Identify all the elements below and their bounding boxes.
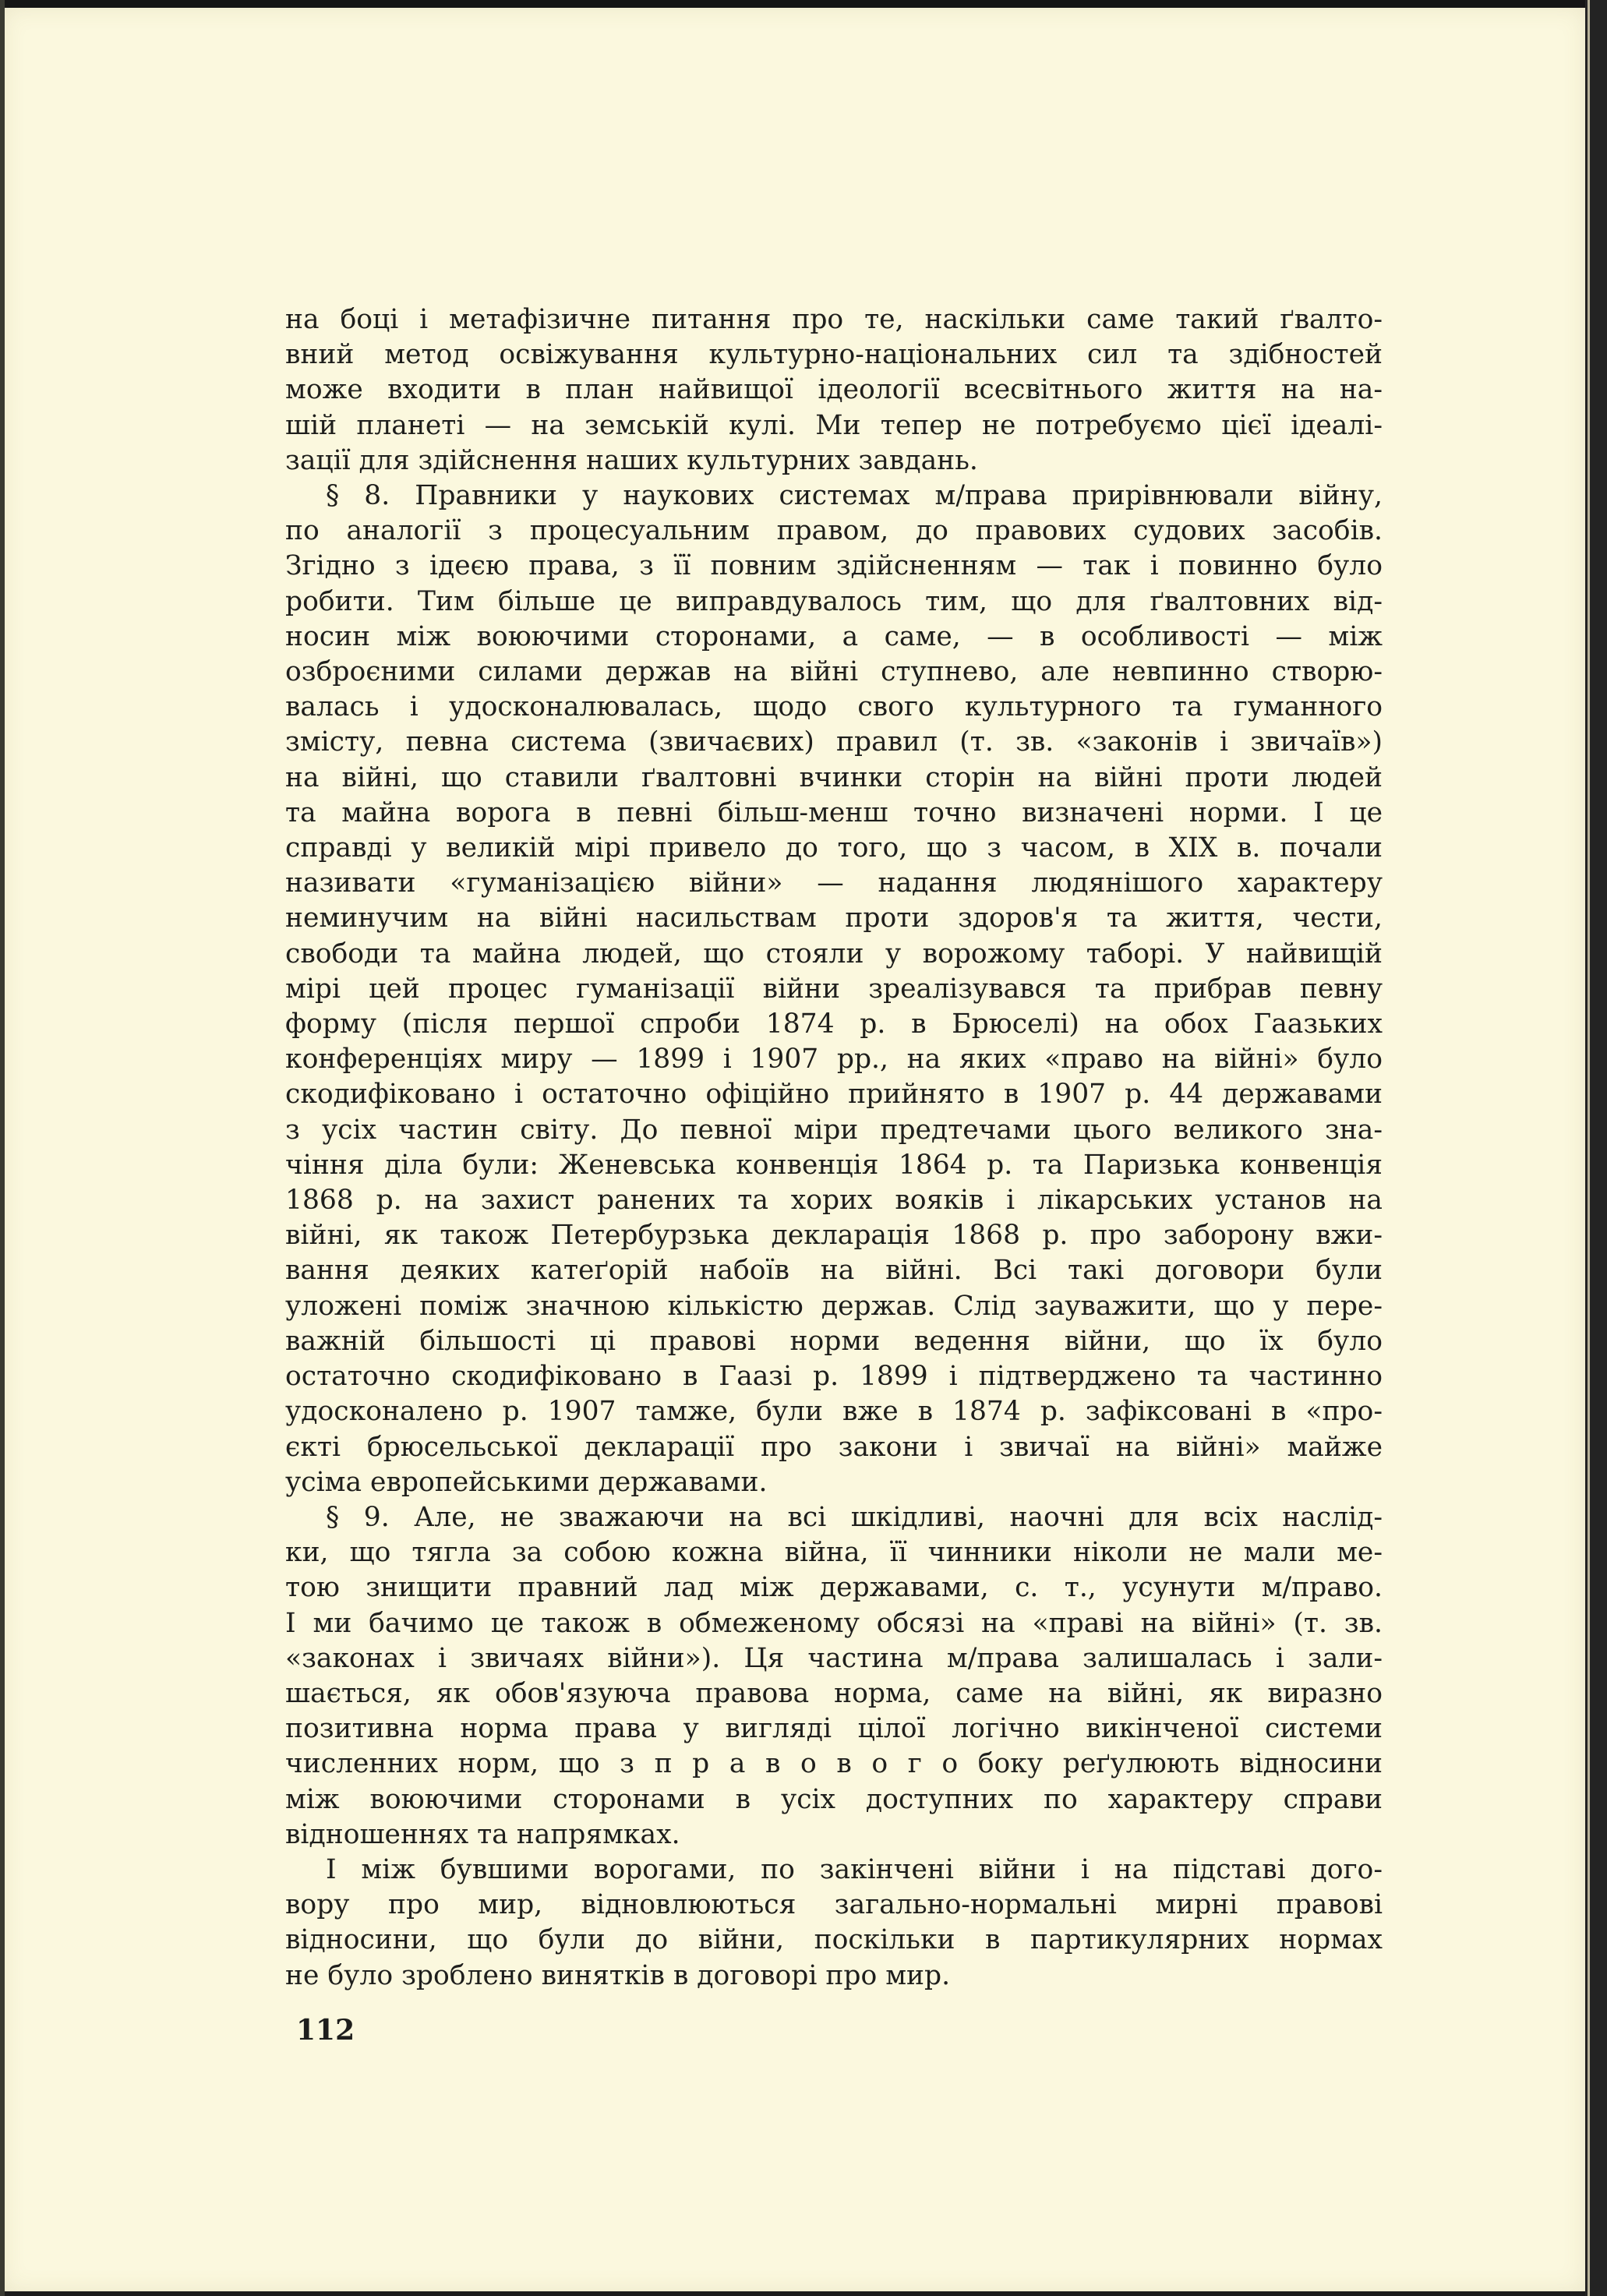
text-line: уложені поміж значною кількістю держав. Слід зауважити, що у пере- (285, 1290, 1383, 1322)
text-line: «законах і звичаях війни»). Ця частина м/права залишалась і зали- (285, 1642, 1383, 1674)
text-line: мірі цей процес гуманізації війни зреалізувався та прибрав певну (285, 973, 1383, 1005)
text-line: може входити в план найвищої ідеології всесвітнього життя на на- (285, 374, 1383, 406)
text-line: називати «гуманізацією війни» — надання людянішого характеру (285, 867, 1383, 899)
text-line: та майна ворога в певні більш-менш точно визначені норми. І це (285, 797, 1383, 828)
text-line: шається, як обов'язуюча правова норма, саме на війні, як виразно (285, 1677, 1383, 1709)
text-line: вання деяких катеґорій набоїв на війні. Всі такі договори були (285, 1255, 1383, 1287)
text-line: відношеннях та напрямках. (285, 1818, 680, 1850)
text-line: вний метод освіжування культурно-національних сил та здібностей (285, 339, 1383, 371)
left-edge (0, 0, 5, 2296)
text-line: позитивна норма права у вигляді цілої логічно викінченої системи (285, 1713, 1383, 1745)
page-number: 112 (296, 2014, 355, 2047)
text-line: валась і удосконалювалась, щодо свого культурного та гуманного (285, 691, 1383, 723)
text-line: на боці і метафізичне питання про те, наскільки саме такий ґвалто- (285, 304, 1383, 335)
text-line: важній більшості ці правові норми ведення війни, що їх було (285, 1325, 1383, 1357)
text-line: ки, що тягла за собою кожна війна, її чинники ніколи не мали ме- (285, 1537, 1383, 1569)
text-line: § 8. Правники у наукових системах м/права прирівнювали війну, (326, 480, 1383, 512)
text-line: робити. Тим більше це виправдувалось тим, що для ґвалтовних від- (285, 585, 1383, 617)
text-line: по аналогії з процесуальним правом, до правових судових засобів. (285, 515, 1383, 547)
text-line: зації для здійснення наших культурних завдань. (285, 444, 978, 476)
text-line: чіння діла були: Женевська конвенція 1864 р. та Паризька конвенція (285, 1149, 1383, 1181)
text-line: 1868 р. на захист ранених та хорих вояків і лікарських установ на (285, 1185, 1383, 1217)
text-line: справді у великій мірі привело до того, що з часом, в XIX в. почали (285, 832, 1383, 864)
text-line: шій планеті — на земській кулі. Ми тепер не потребуємо цієї ідеалі- (285, 409, 1383, 441)
text-line: неминучим на війні насильствам проти здоров'я та життя, чести, (285, 903, 1383, 934)
text-line: не було зроблено винятків в договорі про мир. (285, 1959, 951, 1991)
text-line: з усіх частин світу. До певної міри предтечами цього великого зна- (285, 1114, 1383, 1146)
text-line: змісту, певна система (звичаєвих) правил (т. зв. «законів і звичаїв») (285, 726, 1383, 758)
text-line: між воюючими сторонами в усіх доступних по характеру справи (285, 1783, 1383, 1815)
text-line: остаточно скодифіковано в Гаазі р. 1899 і підтверджено та частинно (285, 1361, 1383, 1393)
body-text (285, 302, 1383, 1994)
text-line: тою знищити правний лад між державами, с. т., усунути м/право. (285, 1572, 1383, 1604)
text-line: єкті брюсельської декларації про закони і звичаї на війні» майже (285, 1431, 1383, 1463)
text-line: конференціях миру — 1899 і 1907 рр., на яких «право на війні» було (285, 1044, 1383, 1076)
text-line: § 9. Але, не зважаючи на всі шкідливі, наочні для всіх наслід- (326, 1501, 1383, 1533)
text-line: усіма европейськими державами. (285, 1466, 768, 1498)
text-line: свободи та майна людей, що стояли у ворожому таборі. У найвищій (285, 938, 1383, 970)
right-page-edge-line (1588, 0, 1590, 2296)
text-line: численних норм, що з п р а в о в о г о боку реґулюють відносини (285, 1748, 1383, 1780)
text-line: форму (після першої спроби 1874 р. в Брюселі) на обох Гаазьких (285, 1008, 1383, 1040)
text-line: вору про мир, відновлюються загально-нормальні мирні правові (285, 1889, 1383, 1921)
text-line: удосконалено р. 1907 тамже, були вже в 1874 р. зафіксовані в «про- (285, 1396, 1383, 1428)
text-line: носин між воюючими сторонами, а саме, — в особливості — між (285, 620, 1383, 652)
text-line: І ми бачимо це також в обмеженому обсязі на «праві на війні» (т. зв. (285, 1607, 1383, 1639)
text-line: відносини, що були до війни, поскільки в партикулярних нормах (285, 1924, 1383, 1956)
text-line: скодифіковано і остаточно офіційно прийнято в 1907 р. 44 державами (285, 1079, 1383, 1111)
text-line: І між бувшими ворогами, по закінчені війни і на підставі дого- (326, 1853, 1383, 1885)
text-line: війні, як також Петербурзька декларація 1868 р. про заборону вжи- (285, 1220, 1383, 1252)
text-line: озброєними силами держав на війні ступнево, але невпинно створю- (285, 656, 1383, 688)
text-line: на війні, що ставили ґвалтовні вчинки сторін на війні проти людей (285, 761, 1383, 793)
text-line: Згідно з ідеєю права, з її повним здійсненням — так і повинно було (285, 550, 1383, 582)
